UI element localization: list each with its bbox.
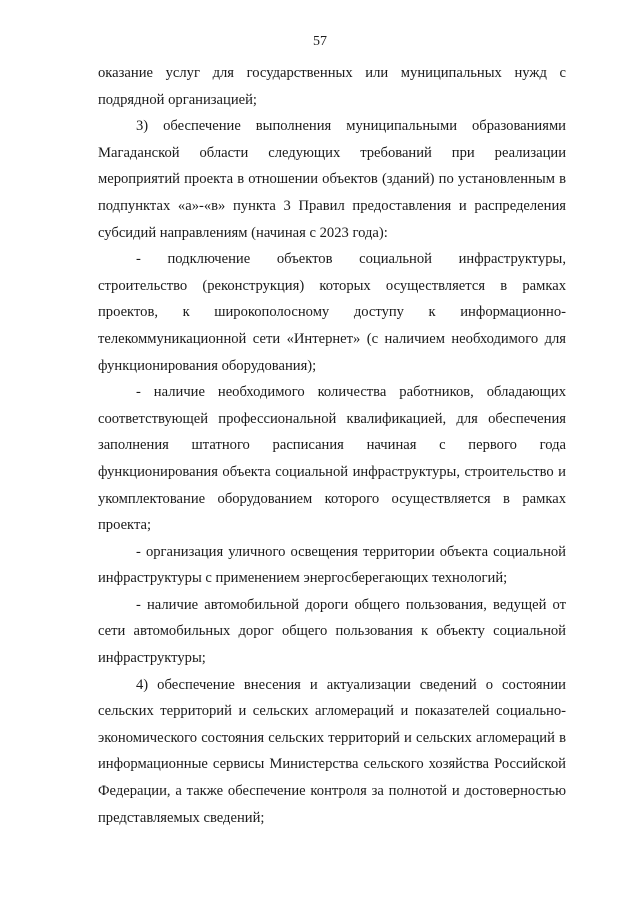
paragraph-1: оказание услуг для государственных или муниципальных нужд с подрядной организацией; <box>98 65 566 108</box>
paragraph-7: 4) обеспечение внесения и актуализации сведений о состоянии сельских территорий и сельских агломераций и показателей социально-экономического состояния сельских территорий и сельских агломераций в информационные сервисы Министерства сельского хозяйства Российской Федерации, а также обеспечение контроля за полнотой и достоверностью представляемых сведений; <box>98 676 566 826</box>
paragraph-2: 3) обеспечение выполнения муниципальными образованиями Магаданской области следующих требований при реализации мероприятий проекта в отношении объектов (зданий) по установленным в подпунктах «а»-«в» пункта 3 Правил предоставления и распределения субсидий направлениям (начиная с 2023 года): <box>98 118 566 241</box>
document-body <box>98 60 566 831</box>
paragraph-4: - наличие необходимого количества работников, обладающих соответствующей профессиональной квалификацией, для обеспечения заполнения штатного расписания начиная с первого года функционирования объекта социальной инфраструктуры, строительство и укомплектование оборудованием которого осуществляется в рамках проекта; <box>98 384 566 534</box>
page-number: 57 <box>313 34 327 49</box>
paragraph-3: - подключение объектов социальной инфраструктуры, строительство (реконструкция) которых осуществляется в рамках проектов, к широкополосному доступу к информационно-телекоммуникационной сети «Интернет» (с наличием необходимого для функционирования оборудования); <box>98 251 566 374</box>
paragraph-5: - организация уличного освещения территории объекта социальной инфраструктуры с применением энергосберегающих технологий; <box>98 543 566 587</box>
paragraph-6: - наличие автомобильной дороги общего пользования, ведущей от сети автомобильных дорог общего пользования к объекту социальной инфраструктуры; <box>98 596 566 667</box>
